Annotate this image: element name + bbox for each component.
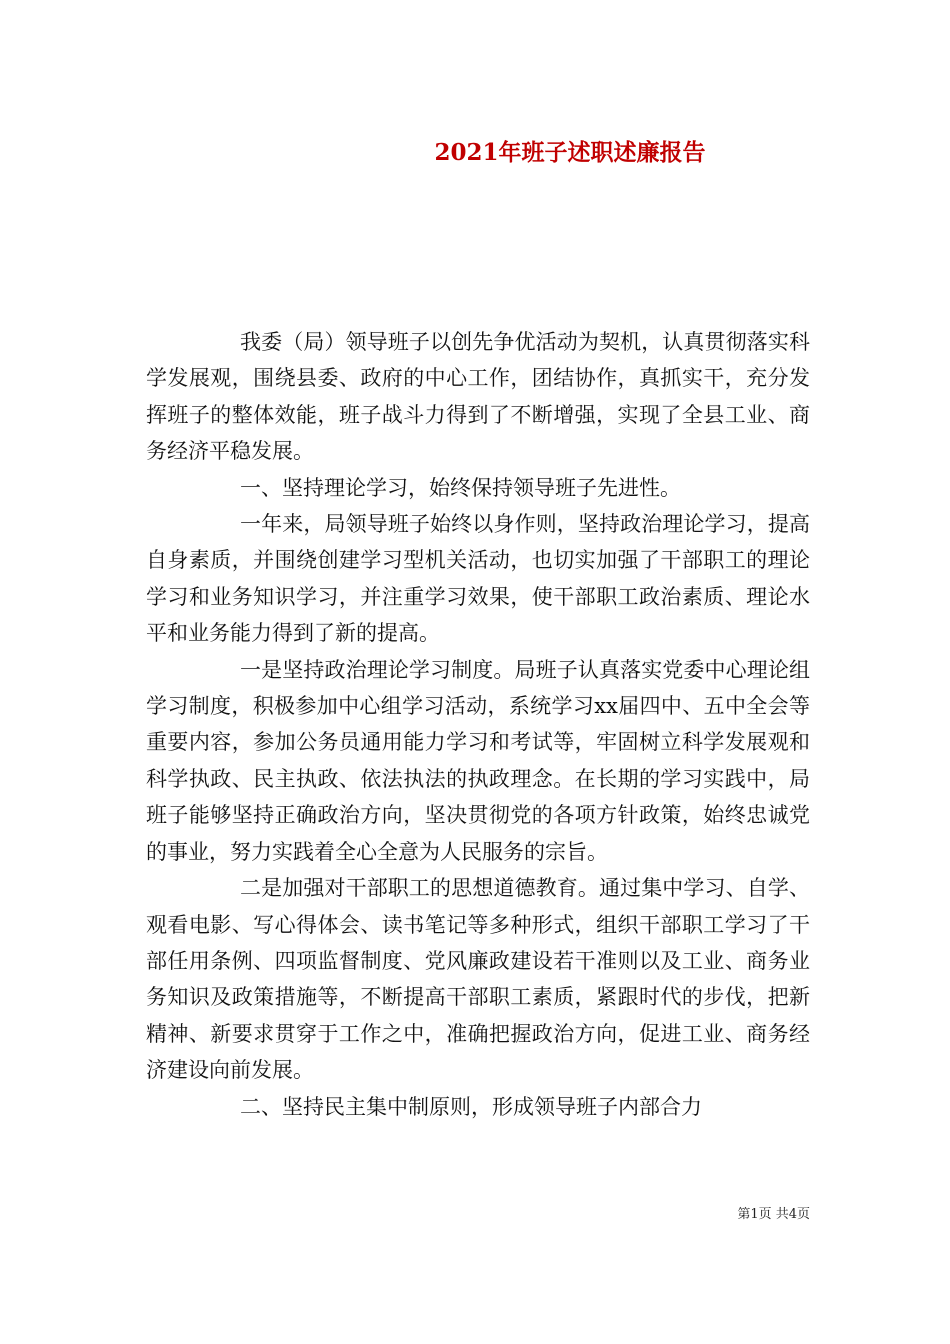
document-title: 2021年班子述职述廉报告: [434, 139, 706, 166]
section-heading-2: 二、坚持民主集中制原则，形成领导班子内部合力: [240, 1094, 702, 1119]
paragraph-point-1: 一是坚持政治理论学习制度。局班子认真落实党委中心理论组学习制度，积极参加中心组学习活动，系统学习xx届四中、五中全会等重要内容，参加公务员通用能力学习和考试等，牢固树立科学发展观和科学执政、民主执政、依法执法的执政理念。在长期的学习实践中，局班子能够坚持正确政治方向，坚决贯彻党的各项方针政策，始终忠诚党的事业，努力实践着全心全意为人民服务的宗旨。: [146, 657, 810, 864]
paragraph-point-2: 二是加强对干部职工的思想道德教育。通过集中学习、自学、观看电影、写心得体会、读书笔记等多种形式，组织干部职工学习了干部任用条例、四项监督制度、党风廉政建设若干准则以及工业、商务业务知识及政策措施等，不断提高干部职工素质，紧跟时代的步伐，把新精神、新要求贯穿于工作之中，准确把握政治方向，促进工业、商务经济建设向前发展。: [146, 876, 810, 1083]
page-number-footer: 第1页 共4页: [737, 1207, 810, 1222]
document-body: [146, 324, 810, 1125]
paragraph-section-1-summary: 一年来，局领导班子始终以身作则，坚持政治理论学习，提高自身素质，并围绕创建学习型机关活动，也切实加强了干部职工的理论学习和业务知识学习，并注重学习效果，使干部职工政治素质、理论水平和业务能力得到了新的提高。: [146, 512, 810, 646]
section-heading-1: 一、坚持理论学习，始终保持领导班子先进性。: [240, 475, 681, 500]
paragraph-intro: 我委（局）领导班子以创先争优活动为契机，认真贯彻落实科学发展观，围绕县委、政府的中心工作，团结协作，真抓实干，充分发挥班子的整体效能，班子战斗力得到了不断增强，实现了全县工业、商务经济平稳发展。: [146, 330, 810, 464]
